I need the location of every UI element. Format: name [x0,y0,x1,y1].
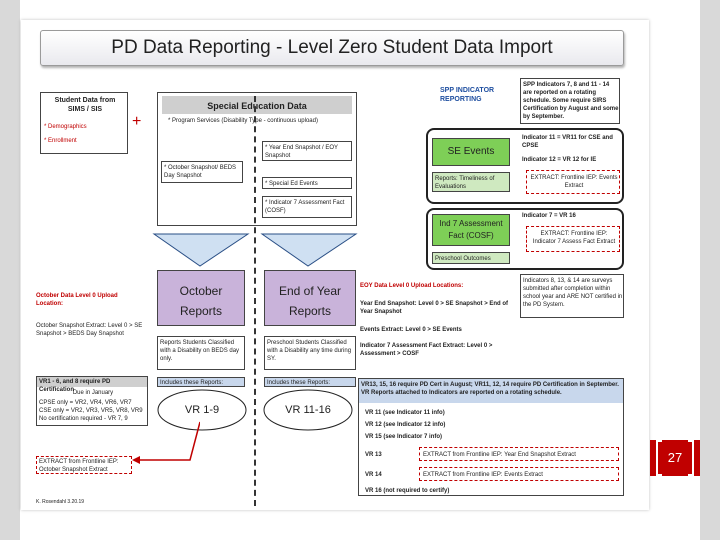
eoy-reports-desc: Preschool Students Classified with a Disability any time during SY. [264,336,356,370]
eoy-upload-l1: Year End Snapshot: Level 0 > SE Snapshot > End of Year Snapshot [360,301,509,315]
sped-indicator7: * Indicator 7 Assessment Fact (COSF) [262,196,352,218]
sped-box [157,92,357,226]
vr-left-l4: CSE only = VR2, VR3, VR5, VR8, VR9 [39,408,143,414]
oct-upload-head: October Data Level 0 Upload Location: [36,293,118,307]
vr-row: VR 11 (see Indicator 11 info) [365,410,445,416]
sped-heading: Special Education Data [207,101,307,111]
sped-events: * Special Ed Events [262,177,352,189]
eoy-upload-l2: Events Extract: Level 0 > SE Events [360,327,462,333]
includes-right: Includes these Reports: [264,377,356,387]
vr-row: VR 15 (see Indicator 7 info) [365,434,443,440]
se-events-label: SE Events [447,146,495,157]
eoy-reports-box [264,270,356,326]
eoy-upload-l3: Indicator 7 Assessment Fact Extract: Level 0 > Assessment > COSF [360,343,493,357]
sims-item: * Enrollment [44,138,77,144]
sims-heading: Student Data from SIMS / SIS [54,97,116,113]
vr-row: VR 16 (not required to certify) [365,488,450,494]
sped-program: * Program Services (Disability Type - continuous upload) [168,118,318,124]
eoy-upload-head: EOY Data Level 0 Upload Locations: [360,283,464,289]
populate-arrows [150,232,360,268]
footer-author: K. Rosendahl 3.20.19 [36,499,85,505]
vr-left-l3: CPSE only = VR2, VR4, VR6, VR7 [39,400,132,406]
oct-upload-text: October Snapshot Extract: Level 0 > SE Snapshot > BEDS Day Snapshot [36,323,143,337]
vr-row: VR 14 [365,472,382,478]
october-reports-label: October Reports [179,284,223,318]
sped-october: * October Snapshot/ BEDS Day Snapshot [161,161,243,183]
extract-vr13: EXTRACT from Frontline IEP: Year End Snapshot Extract [419,447,619,461]
vr-right-box [358,378,624,496]
vr-left-l2: Due in January [72,390,114,396]
extract-ind7-box: EXTRACT: Frontline IEP: Indicator 7 Assess Fact Extract [526,226,620,252]
sped-eoy: * Year End Snapshot / EOY Snapshot [262,141,352,161]
extract-oct-box: EXTRACT from Frontline IEP: October Snapshot Extract [36,456,132,474]
se-events-sub: Reports: Timeliness of Evaluations [432,172,510,192]
spp-label: SPP INDICATOR REPORTING [440,87,495,103]
sims-item: * Demographics [44,124,87,130]
vr-right-head: VR13, 15, 16 require PD Cert in August; VR11, 12, 14 require PD Certification in September. VR Reports attached to Indicators are reported on a rotating schedule. [361,382,619,396]
spp-desc: SPP Indicators 7, 8 and 11 - 14 are reported on a rotating schedule. Some require SIRS Certification by August and some by September. [520,78,620,124]
page-title: PD Data Reporting - Level Zero Student Data Import [40,30,624,66]
divider-dashed [254,96,256,506]
october-reports-desc: Reports Students Classified with a Disability on BEDS day only. [157,336,245,370]
extract-oct-arrow [130,420,200,470]
ind-assess-label: Ind 7 Assessment Fact (COSF) [439,219,503,240]
eoy-reports-label: End of Year Reports [278,284,342,318]
vr-left-l1: VR1 - 6, and 8 require PD Certification [39,379,111,393]
sims-box [40,92,128,154]
includes-left: Includes these Reports: [157,377,245,387]
october-reports-box [157,270,245,326]
vr-left-l5: No certification required - VR 7, 9 [39,416,128,422]
se-events-box [432,138,510,166]
ind12: Indicator 12 = VR 12 for IE [522,157,597,163]
vr19-label: VR 1-9 [184,404,220,416]
left-margin [0,0,20,540]
surveys-box: Indicators 8, 13, & 14 are surveys submitted after completion within school year and ARE NOT certified in the PD System. [520,274,624,318]
ind11: Indicator 11 = VR11 for CSE and CPSE [522,135,613,149]
vr-row: VR 12 (see Indicator 12 info) [365,422,446,428]
vr-left-box [36,376,148,426]
vr1116-label: VR 11-16 [285,404,331,416]
vr-row: VR 13 [365,452,382,458]
extract-vr14: EXTRACT from Frontline IEP: Events Extract [419,467,619,481]
bracket-right [688,440,694,476]
extract-events-box: EXTRACT: Frontline IEP: Events Extract [526,170,620,194]
page-number: 27 [650,440,700,476]
ind-assess-box [432,214,510,246]
plus-sign: + [132,114,142,130]
ind7: Indicator 7 = VR 16 [522,213,576,219]
preschool-box: Preschool Outcomes [432,252,510,264]
bracket-left [656,440,662,476]
right-margin [700,0,720,540]
